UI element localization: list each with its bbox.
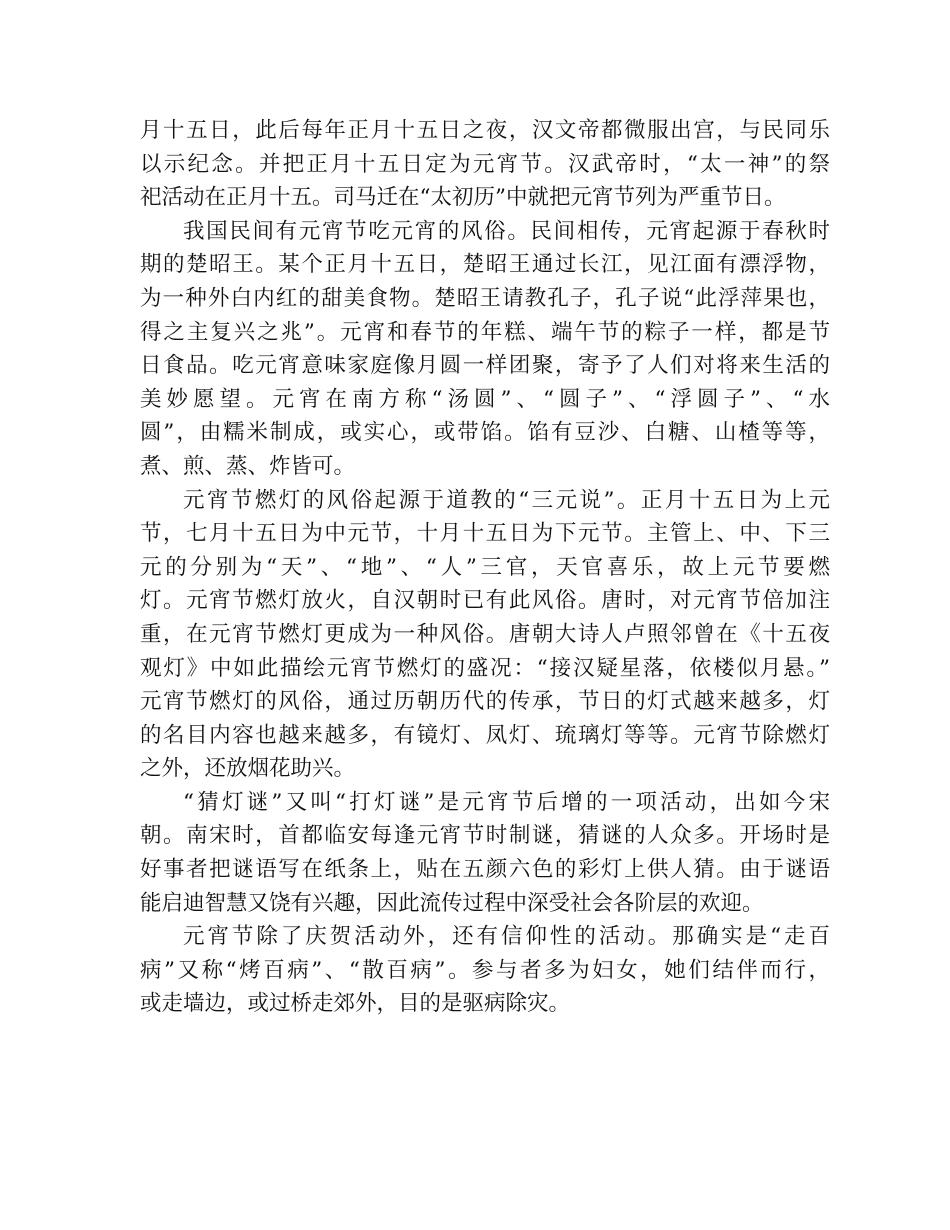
text-line: 朝。南宋时，首都临安每逢元宵节时制谜，猜谜的人众多。开场时是 — [140, 823, 830, 849]
text-line: 的名目内容也越来越多，有镜灯、凤灯、琉璃灯等等。元宵节除燃灯 — [140, 722, 830, 748]
text-line: 为一种外白内红的甜美食物。楚昭王请教孔子，孔子说“此浮萍果也， — [140, 285, 830, 311]
text-line: 我国民间有元宵节吃元宵的风俗。民间相传，元宵起源于春秋时 — [183, 218, 830, 244]
text-line: 能启迪智慧又饶有兴趣，因此流传过程中深受社会各阶层的欢迎。 — [140, 890, 764, 916]
paragraph — [140, 786, 830, 920]
text-line: 期的楚昭王。某个正月十五日，楚昭王通过长江，见江面有漂浮物， — [140, 252, 830, 278]
text-line: “猜灯谜”又叫“打灯谜”是元宵节后增的一项活动，出如今宋 — [183, 789, 830, 815]
paragraph — [140, 920, 830, 1021]
paragraph — [140, 215, 830, 484]
text-line: 元的分别为“天”、“地”、“人”三官，天官喜乐，故上元节要燃 — [140, 554, 830, 580]
text-line: 元宵节除了庆贺活动外，还有信仰性的活动。那确实是“走百 — [183, 924, 830, 950]
text-line: 元宵节燃灯的风俗，通过历朝历代的传承，节日的灯式越来越多，灯 — [140, 689, 830, 715]
text-line: 日食品。吃元宵意味家庭像月圆一样团聚，寄予了人们对将来生活的 — [140, 353, 830, 379]
text-line: 圆”，由糯米制成，或实心，或带馅。馅有豆沙、白糖、山楂等等， — [140, 420, 830, 446]
text-line: 祀活动在正月十五。司马迁在“太初历”中就把元宵节列为严重节日。 — [140, 185, 786, 211]
paragraph — [140, 484, 830, 786]
text-line: 煮、煎、蒸、炸皆可。 — [140, 453, 356, 479]
text-line: 之外，还放烟花助兴。 — [140, 756, 356, 782]
text-line: 或走墙边，或过桥走郊外，目的是驱病除灾。 — [140, 991, 571, 1017]
text-line: 重，在元宵节燃灯更成为一种风俗。唐朝大诗人卢照邻曾在《十五夜 — [140, 621, 830, 647]
text-line: 灯。元宵节燃灯放火，自汉朝时已有此风俗。唐时，对元宵节倍加注 — [140, 588, 830, 614]
text-line: 病”又称“烤百病”、“散百病”。参与者多为妇女，她们结伴而行， — [140, 957, 830, 983]
text-line: 观灯》中如此描绘元宵节燃灯的盛况：“接汉疑星落，依楼似月悬。” — [140, 655, 830, 681]
text-line: 得之主复兴之兆”。元宵和春节的年糕、端午节的粽子一样，都是节 — [140, 319, 830, 345]
text-line: 美妙愿望。元宵在南方称“汤圆”、“圆子”、“浮圆子”、“水 — [140, 386, 830, 412]
document-body — [140, 114, 830, 1021]
text-line: 好事者把谜语写在纸条上，贴在五颜六色的彩灯上供人猜。由于谜语 — [140, 857, 830, 883]
text-line: 元宵节燃灯的风俗起源于道教的“三元说”。正月十五日为上元 — [183, 487, 830, 513]
text-line: 以示纪念。并把正月十五日定为元宵节。汉武帝时，“太一神”的祭 — [140, 151, 830, 177]
text-line: 节，七月十五日为中元节，十月十五日为下元节。主管上、中、下三 — [140, 521, 830, 547]
paragraph — [140, 114, 830, 215]
text-line: 月十五日，此后每年正月十五日之夜，汉文帝都微服出宫，与民同乐 — [140, 118, 830, 143]
